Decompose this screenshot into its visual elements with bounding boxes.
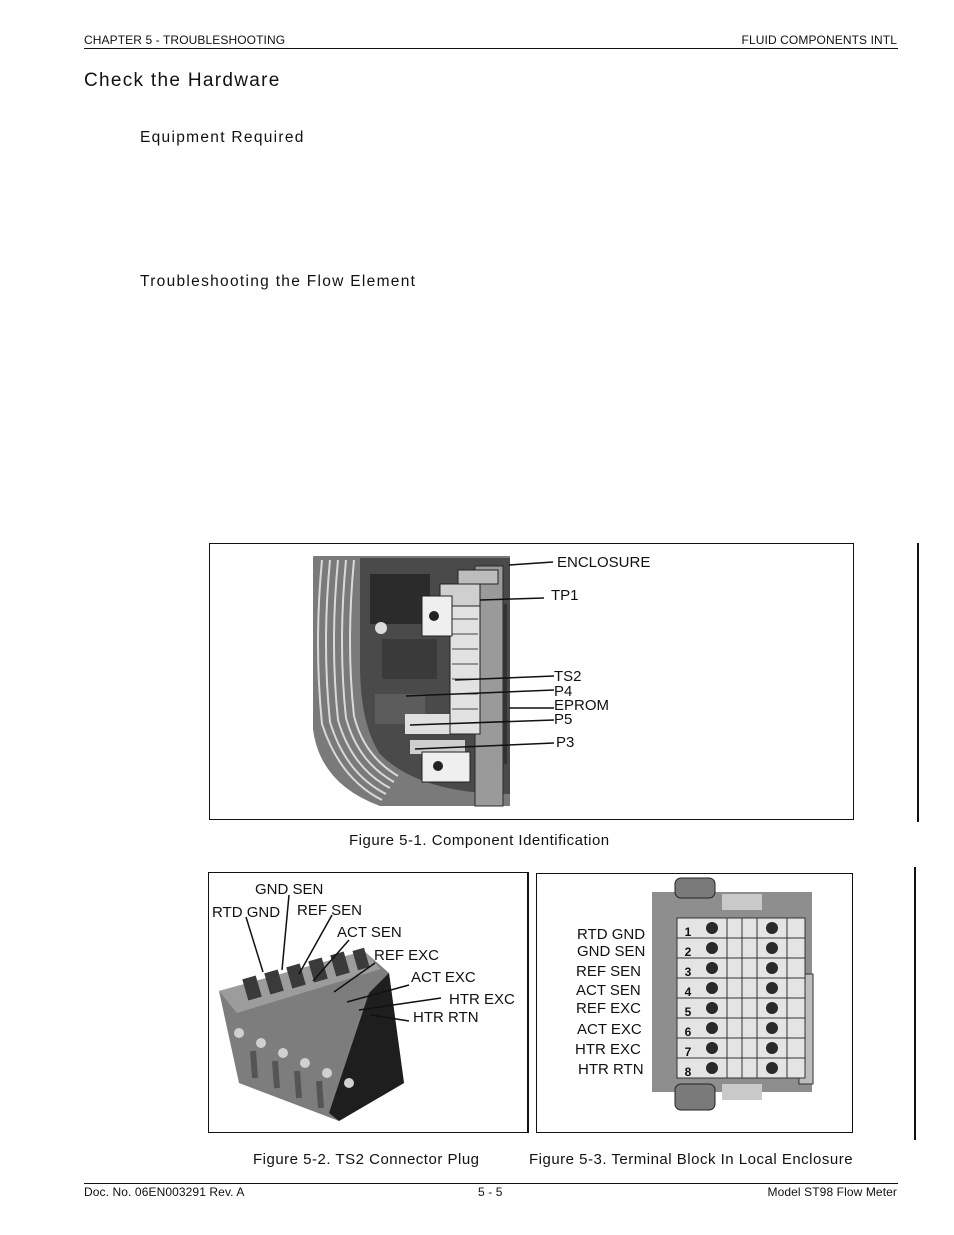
label-tp1: TP1 (551, 587, 579, 604)
change-bar-2 (914, 867, 916, 1140)
terminal-label-rtd-gnd: RTD GND (577, 926, 646, 943)
label-eprom: EPROM (554, 697, 610, 714)
plug-label-act-sen: ACT SEN (337, 924, 402, 941)
plug-label-htr-exc: HTR EXC (449, 991, 515, 1008)
terminal-label-gnd-sen: GND SEN (577, 943, 646, 960)
figure-5-1 (209, 543, 854, 820)
label-p3: P3 (556, 734, 575, 751)
header-chapter: CHAPTER 5 - TROUBLESHOOTING (84, 33, 286, 47)
plug-label-ref-exc: REF EXC (374, 947, 440, 964)
component-photo (210, 544, 855, 821)
terminal-numbers (681, 922, 695, 1082)
terminal-number: 2 (684, 945, 692, 959)
terminal-label-ref-exc: REF EXC (576, 1000, 642, 1017)
terminal-number: 8 (684, 1065, 692, 1079)
footer-model: Model ST98 Flow Meter (767, 1185, 897, 1199)
subsection-troubleshooting-flow-element: Troubleshooting the Flow Element (140, 273, 417, 290)
plug-label-htr-rtn: HTR RTN (413, 1009, 479, 1026)
terminal-number: 3 (684, 965, 692, 979)
terminal-label-act-exc: ACT EXC (577, 1021, 642, 1038)
plug-label-act-exc: ACT EXC (411, 969, 476, 986)
label-p5: P5 (554, 711, 573, 728)
caption-figure-5-1: Figure 5-1. Component Identification (349, 832, 610, 849)
figure-5-3 (536, 873, 853, 1133)
section-title: Check the Hardware (84, 70, 281, 91)
header-rule (84, 48, 898, 49)
terminal-label-ref-sen: REF SEN (576, 963, 642, 980)
footer-rule (84, 1183, 898, 1184)
caption-figure-5-3: Figure 5-3. Terminal Block In Local Enclosure (529, 1151, 854, 1168)
plug-label-gnd-sen: GND SEN (255, 881, 324, 898)
terminal-label-htr-exc: HTR EXC (575, 1041, 641, 1058)
caption-figure-5-2: Figure 5-2. TS2 Connector Plug (253, 1151, 480, 1168)
footer-doc-number: Doc. No. 06EN003291 Rev. A (84, 1185, 245, 1199)
figure-5-2 (208, 872, 529, 1133)
label-ts2: TS2 (554, 668, 582, 685)
terminal-number: 5 (684, 1005, 692, 1019)
terminal-number: 1 (684, 925, 692, 939)
label-enclosure: ENCLOSURE (557, 554, 651, 571)
footer-page-number: 5 - 5 (478, 1185, 503, 1199)
plug-label-rtd-gnd: RTD GND (212, 904, 281, 921)
terminal-label-act-sen: ACT SEN (576, 982, 641, 999)
terminal-number: 6 (684, 1025, 692, 1039)
terminal-label-htr-rtn: HTR RTN (578, 1061, 644, 1078)
label-p4: P4 (554, 683, 573, 700)
terminal-number: 7 (684, 1045, 692, 1059)
header-company: FLUID COMPONENTS INTL (741, 33, 897, 47)
terminal-number: 4 (684, 985, 692, 999)
change-bar-1 (917, 543, 919, 822)
plug-label-ref-sen: REF SEN (297, 902, 363, 919)
subsection-equipment-required: Equipment Required (140, 129, 305, 146)
